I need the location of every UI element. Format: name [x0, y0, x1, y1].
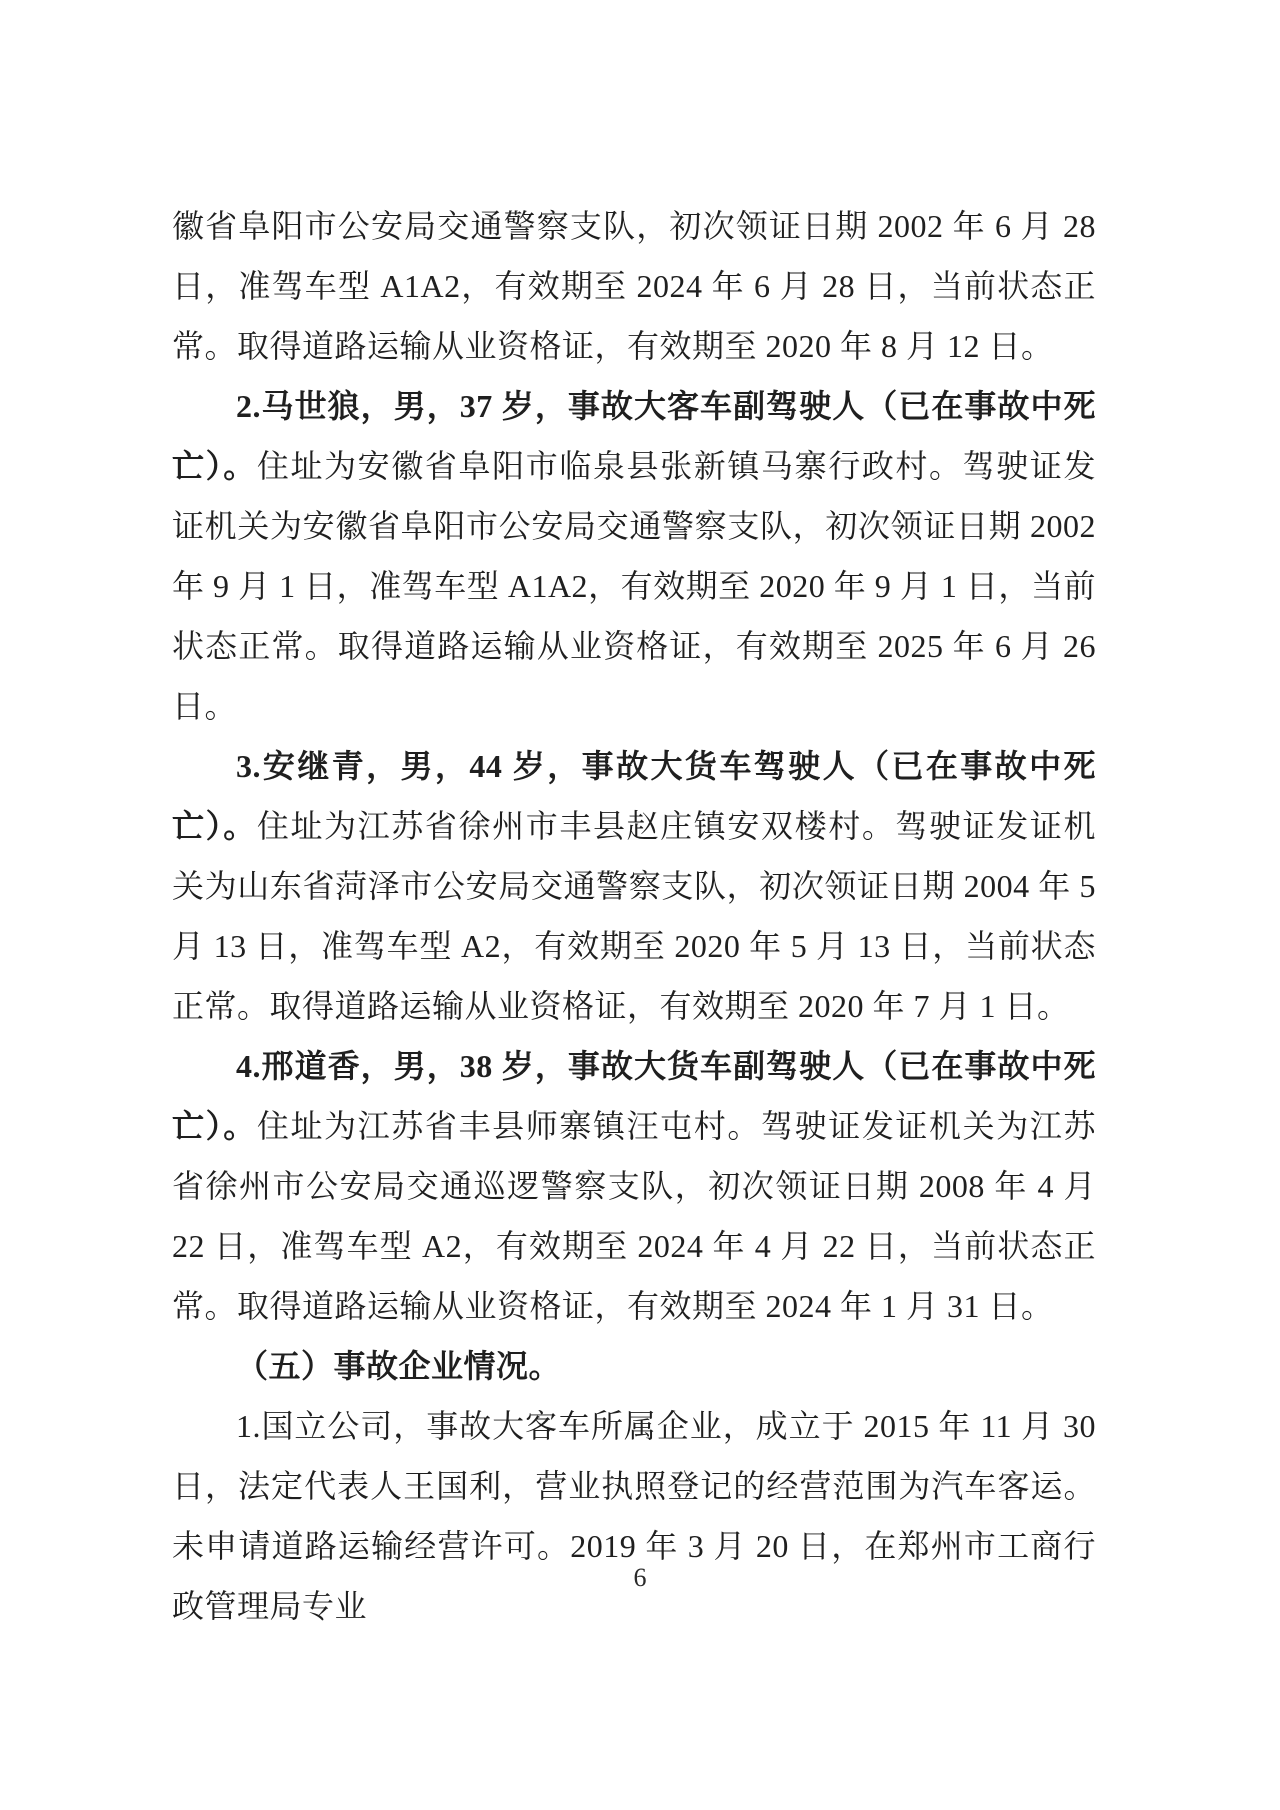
page-number: 6 — [633, 1563, 647, 1592]
paragraph-driver-2 — [172, 376, 1096, 736]
paragraph-company-1 — [172, 1396, 1096, 1636]
paragraph-text: 1.国立公司，事故大客车所属企业，成立于 2015 年 11 月 30 日，法定代表人王国利，营业执照登记的经营范围为汽车客运。未申请道路运输经营许可。2019 年 3 月 20 日，在郑州市工商行政管理局专业 — [172, 1408, 1096, 1624]
paragraph-text: 住址为安徽省阜阳市临泉县张新镇马寨行政村。驾驶证发证机关为安徽省阜阳市公安局交通警察支队，初次领证日期 2002 年 9 月 1 日，准驾车型 A1A2，有效期至 2020 年 9 月 1 日，当前状态正常。取得道路运输从业资格证，有效期至 2025 年 6 月 26 日。 — [172, 448, 1096, 724]
section-heading — [172, 1336, 1096, 1396]
paragraph-text: 住址为江苏省丰县师寨镇汪屯村。驾驶证发证机关为江苏省徐州市公安局交通巡逻警察支队，初次领证日期 2008 年 4 月 22 日，准驾车型 A2，有效期至 2024 年 4 月 22 日，当前状态正常。取得道路运输从业资格证，有效期至 2024 年 1 月 31 日。 — [172, 1108, 1096, 1324]
document-body — [172, 196, 1096, 1636]
paragraph-text: 徽省阜阳市公安局交通警察支队，初次领证日期 2002 年 6 月 28 日，准驾车型 A1A2，有效期至 2024 年 6 月 28 日，当前状态正常。取得道路运输从业资格证，有效期至 2020 年 8 月 12 日。 — [172, 208, 1096, 364]
paragraph-lead: 2.马世狼，男，37 岁，事故大客车副驾驶人（已在事故中死亡）。 — [172, 388, 1096, 484]
section-heading-text: （五）事故企业情况。 — [236, 1348, 562, 1384]
paragraph-driver-4 — [172, 1036, 1096, 1336]
paragraph-lead: 4.邢道香，男，38 岁，事故大货车副驾驶人（已在事故中死亡）。 — [172, 1048, 1096, 1144]
paragraph-lead: 3.安继青，男，44 岁，事故大货车驾驶人（已在事故中死亡）。 — [172, 748, 1096, 844]
paragraph-continuation — [172, 196, 1096, 376]
paragraph-driver-3 — [172, 736, 1096, 1036]
paragraph-text: 住址为江苏省徐州市丰县赵庄镇安双楼村。驾驶证发证机关为山东省菏泽市公安局交通警察支队，初次领证日期 2004 年 5 月 13 日，准驾车型 A2，有效期至 2020 年 5 月 13 日，当前状态正常。取得道路运输从业资格证，有效期至 2020 年 7 月 1 日。 — [172, 808, 1096, 1024]
